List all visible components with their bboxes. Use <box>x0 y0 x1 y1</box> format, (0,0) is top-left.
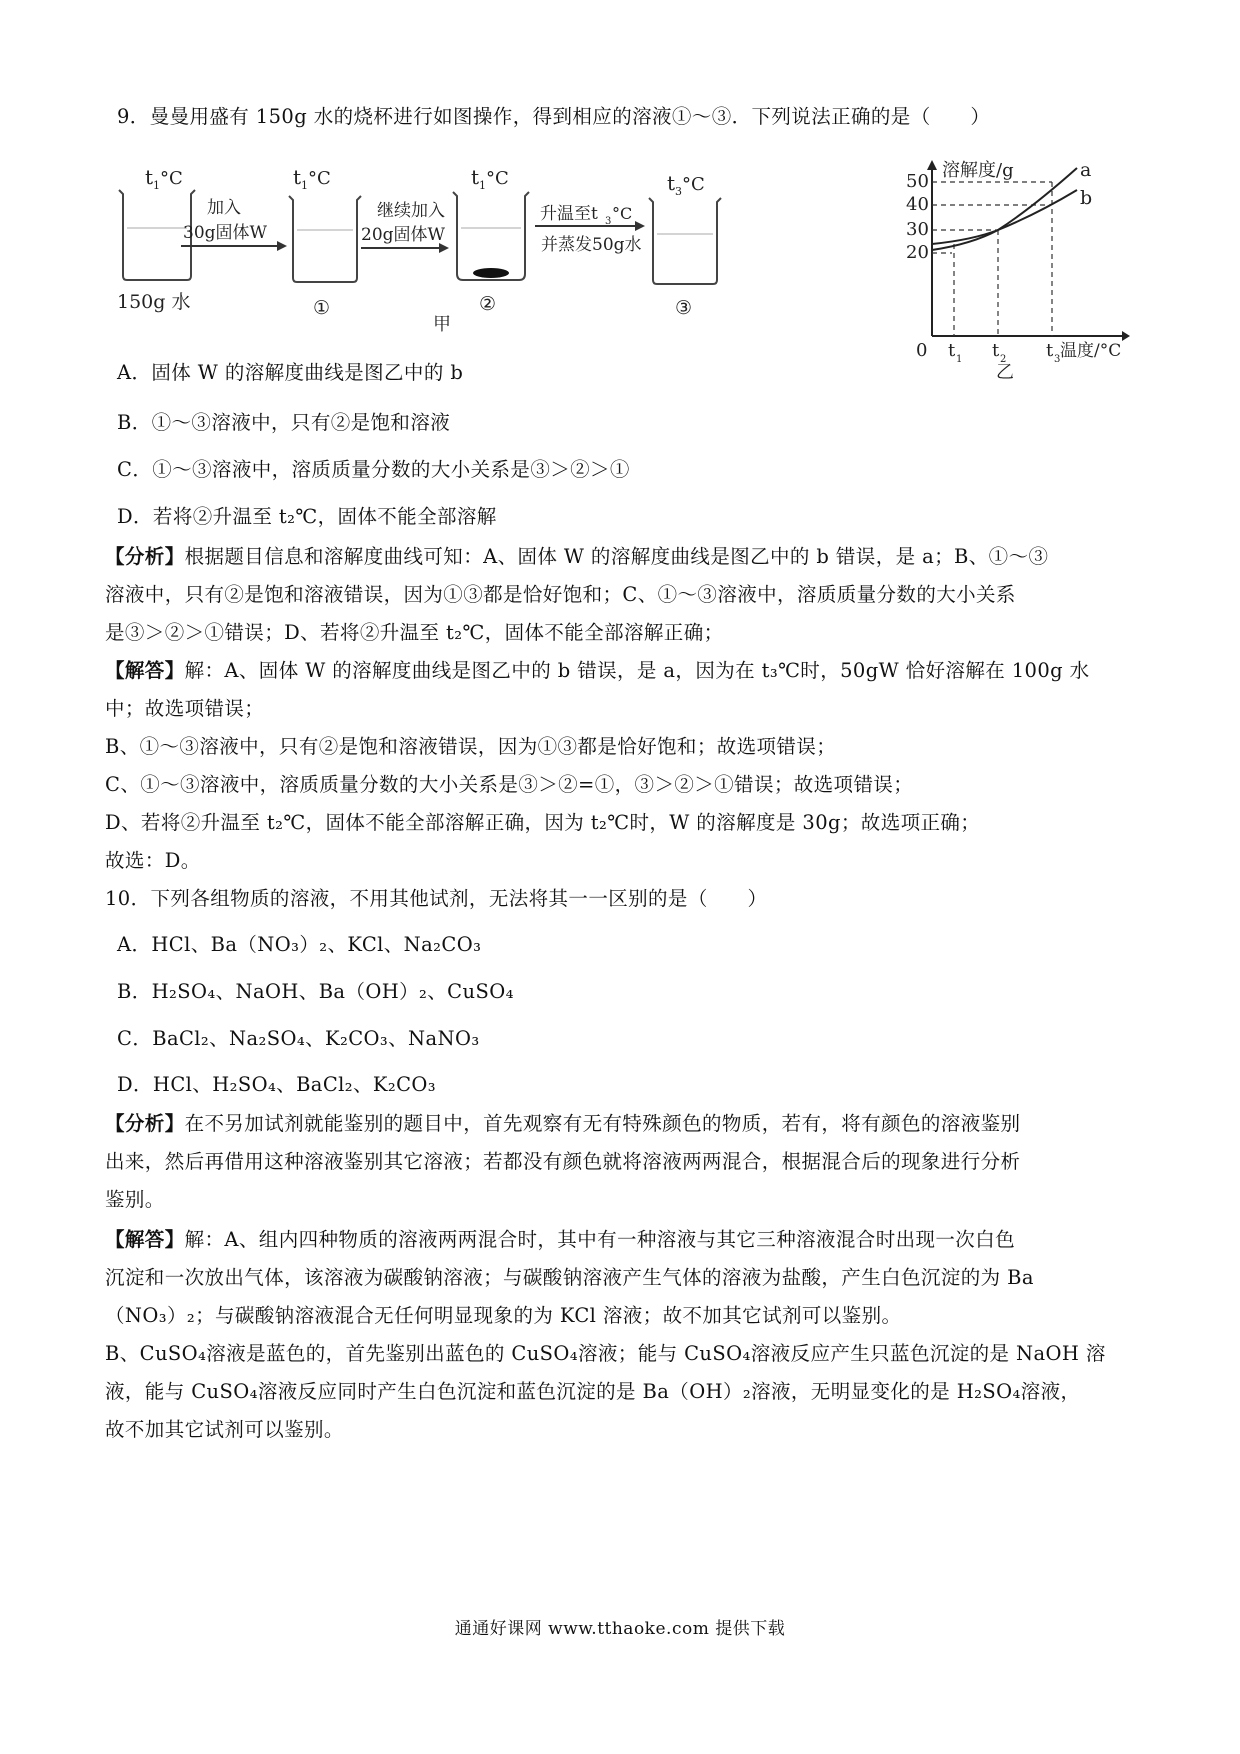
q9-answer-tag: 【解答】 <box>105 659 185 682</box>
curve-b-label: b <box>1080 187 1093 209</box>
arrow-1-line1: 加入 <box>207 198 241 218</box>
beaker-3-temp: t <box>667 171 676 195</box>
q9-option-b: B．①～③溶液中，只有②是饱和溶液 <box>117 411 451 434</box>
arrow-1 <box>181 198 287 251</box>
figure-yi-caption: 乙 <box>996 362 1014 383</box>
beaker-3-temp-sub: 3 <box>675 185 682 198</box>
q9-answer-line-5: D、若将②升温至 t₂℃，固体不能全部溶解正确，因为 t₂℃时，W 的溶解度是 30g；故选项正确； <box>105 811 981 834</box>
beaker-1-unit: °C <box>308 168 331 189</box>
q10-answer-line-5: 液，能与 CuSO₄溶液反应同时产生白色沉淀和蓝色沉淀的是 Ba（OH）₂溶液，无明显变化的是 H₂SO₄溶液， <box>105 1380 1081 1403</box>
x-tick-t3-sub: 3 <box>1054 354 1061 365</box>
beaker-0-temp-sub: 1 <box>153 179 160 192</box>
q9-option-a: A．固体 W 的溶解度曲线是图乙中的 b <box>117 361 464 384</box>
beaker-0-temp: t <box>145 165 154 189</box>
q9-answer-line-2: 中；故选项错误； <box>105 697 265 720</box>
y-tick-50: 50 <box>906 171 929 192</box>
x-tick-t3: t <box>1046 340 1054 361</box>
page-footer: 通通好课网 www.tthaoke.com 提供下载 <box>454 1619 786 1639</box>
q10-answer-text-1: 解：A、组内四种物质的溶液两两混合时，其中有一种溶液与其它三种溶液混合时出现一次白色 <box>184 1228 1015 1251</box>
q10-answer-line-4: B、CuSO₄溶液是蓝色的，首先鉴别出蓝色的 CuSO₄溶液；能与 CuSO₄溶液反应产生只蓝色沉淀的是 NaOH 溶 <box>105 1342 1106 1365</box>
y-axis-label: 溶解度/g <box>942 160 1014 181</box>
q9-option-c: C．①～③溶液中，溶质质量分数的大小关系是③＞②＞① <box>117 458 630 481</box>
q10-option-b: B．H₂SO₄、NaOH、Ba（OH）₂、CuSO₄ <box>117 980 514 1003</box>
q10-analysis-line-1 <box>105 1110 1115 1138</box>
figure-jia-caption: 甲 <box>433 314 451 335</box>
question-9-stem: 9．曼曼用盛有 150g 水的烧杯进行如图操作，得到相应的溶液①～③．下列说法正确的是（ ） <box>117 105 991 128</box>
arrow-3-line1-sub: 3 <box>605 216 612 227</box>
arrow-2-line2: 20g固体W <box>361 225 445 245</box>
arrow-3-line2: 并蒸发50g水 <box>541 235 642 255</box>
q10-answer-tag: 【解答】 <box>105 1228 185 1251</box>
y-tick-30: 30 <box>906 219 929 240</box>
y-tick-40: 40 <box>906 194 929 215</box>
beaker-1-label: ① <box>313 297 331 319</box>
q10-option-d: D．HCl、H₂SO₄、BaCl₂、K₂CO₃ <box>117 1073 437 1096</box>
beaker-3 <box>649 171 721 319</box>
q10-analysis-line-2: 出来，然后再借用这种溶液鉴别其它溶液；若都没有颜色就将溶液两两混合，根据混合后的现象进行分析 <box>105 1150 1021 1173</box>
q9-analysis-line-3: 是③＞②＞①错误；D、若将②升温至 t₂℃，固体不能全部溶解正确； <box>105 621 724 644</box>
q10-answer-line-1 <box>105 1226 1115 1254</box>
q9-analysis-line-2: 溶液中，只有②是饱和溶液错误，因为①③都是恰好饱和；C、①～③溶液中，溶质质量分数的大小关系 <box>105 583 1016 606</box>
precipitate <box>473 268 509 278</box>
q10-analysis-line-3: 鉴别。 <box>105 1188 165 1211</box>
beaker-2-label: ② <box>479 293 497 315</box>
q9-analysis-text-1: 根据题目信息和溶解度曲线可知：A、固体 W 的溶解度曲线是图乙中的 b 错误，是 a；B、①～③ <box>184 545 1049 568</box>
origin-label: 0 <box>916 340 928 361</box>
q10-option-c: C．BaCl₂、Na₂SO₄、K₂CO₃、NaNO₃ <box>117 1027 480 1050</box>
beaker-2-temp-sub: 1 <box>479 179 486 192</box>
arrow-1-line2: 30g固体W <box>183 223 267 243</box>
beaker-3-unit: °C <box>682 174 705 195</box>
q9-option-d: D．若将②升温至 t₂℃，固体不能全部溶解 <box>117 505 497 528</box>
q9-answer-line-4: C、①～③溶液中，溶质质量分数的大小关系是③＞②=①，③＞②＞①错误；故选项错误； <box>105 773 914 796</box>
q9-answer-line-1 <box>105 657 1115 685</box>
y-tick-20: 20 <box>906 242 929 263</box>
arrow-3-line1-unit: °C <box>612 204 633 223</box>
beaker-2-unit: °C <box>486 168 509 189</box>
q10-analysis-tag: 【分析】 <box>105 1112 185 1135</box>
q10-analysis-text-1: 在不另加试剂就能鉴别的题目中，首先观察有无有特殊颜色的物质，若有，将有颜色的溶液鉴别 <box>184 1112 1021 1135</box>
y-ticks <box>906 171 929 263</box>
beaker-1-temp-sub: 1 <box>301 179 308 192</box>
q9-answer-line-6: 故选：D。 <box>105 849 201 872</box>
x-tick-t2: t <box>992 340 1000 361</box>
q10-answer-line-6: 故不加其它试剂可以鉴别。 <box>105 1418 344 1441</box>
beaker-1 <box>289 165 361 319</box>
x-axis-label: 温度/°C <box>1060 341 1122 361</box>
beaker-2 <box>453 165 529 315</box>
arrow-2-line1: 继续加入 <box>377 201 445 221</box>
arrow-3 <box>535 204 645 255</box>
q10-option-a: A．HCl、Ba（NO₃）₂、KCl、Na₂CO₃ <box>117 933 482 956</box>
arrow-2 <box>361 201 449 253</box>
beaker-3-label: ③ <box>675 297 693 319</box>
q9-answer-text-1: 解：A、固体 W 的溶解度曲线是图乙中的 b 错误，是 a，因为在 t₃℃时，50gW 恰好溶解在 100g 水 <box>184 659 1090 682</box>
figure-jia <box>115 165 815 343</box>
q10-answer-line-3: （NO₃）₂；与碳酸钠溶液混合无任何明显现象的为 KCl 溶液；故不加其它试剂可以鉴别。 <box>105 1304 902 1327</box>
x-tick-t1: t <box>948 340 956 361</box>
beaker-0-unit: °C <box>160 168 183 189</box>
q9-analysis-tag: 【分析】 <box>105 545 185 568</box>
curve-a-label: a <box>1080 159 1092 181</box>
q9-answer-line-3: B、①～③溶液中，只有②是饱和溶液错误，因为①③都是恰好饱和；故选项错误； <box>105 735 837 758</box>
curve-b <box>932 190 1077 244</box>
q9-analysis-line-1 <box>105 543 1115 571</box>
beaker-0-label: 150g 水 <box>117 291 191 313</box>
q10-answer-line-2: 沉淀和一次放出气体，该溶液为碳酸钠溶液；与碳酸钠溶液产生气体的溶液为盐酸，产生白色沉淀的为 Ba <box>105 1266 1034 1289</box>
beaker-1-temp: t <box>293 165 302 189</box>
x-tick-t1-sub: 1 <box>956 354 963 365</box>
question-10-stem: 10．下列各组物质的溶液，不用其他试剂，无法将其一一区别的是（ ） <box>105 887 768 910</box>
beaker-2-temp: t <box>471 165 480 189</box>
arrow-3-line1: 升温至t <box>540 204 598 224</box>
x-tick-t2-sub: 2 <box>1000 354 1007 365</box>
figure-yi <box>906 159 1132 383</box>
